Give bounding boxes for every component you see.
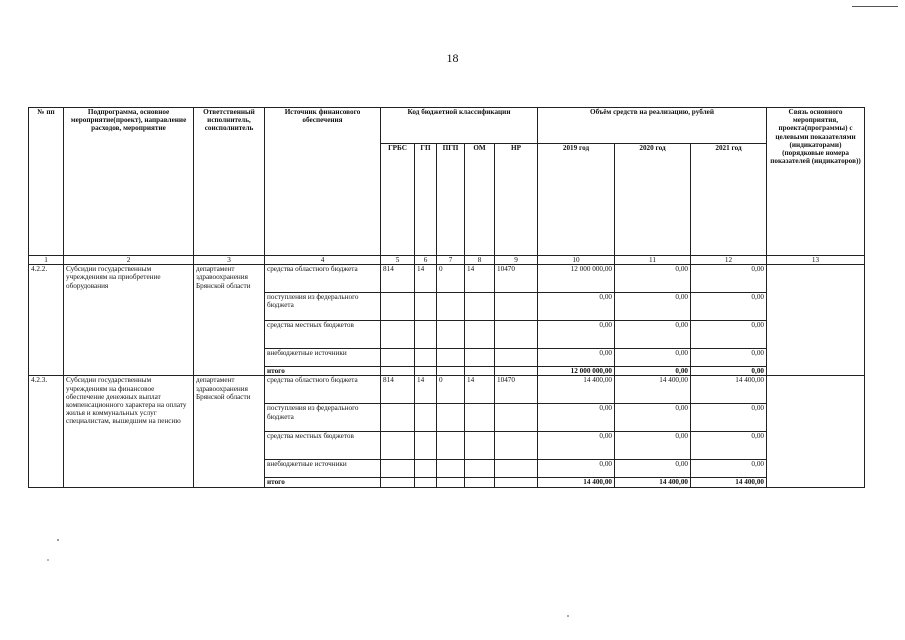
- amount-2020: 0,00: [615, 293, 691, 321]
- header-budget-classification: Код бюджетной классификации: [381, 108, 538, 144]
- code-gp: [415, 432, 437, 460]
- code-grbs: [381, 404, 415, 432]
- code-grbs: [381, 293, 415, 321]
- code-om: [465, 367, 495, 376]
- amount-2019: 12 000 000,00: [538, 265, 615, 293]
- code-gp: [415, 349, 437, 367]
- code-np: [495, 367, 538, 376]
- amount-2021: 0,00: [691, 321, 767, 349]
- header-source: Источник финансового обеспечения: [265, 108, 381, 256]
- code-grbs: [381, 432, 415, 460]
- code-np: [495, 293, 538, 321]
- code-om: 14: [465, 376, 495, 404]
- amount-2020: 14 400,00: [615, 376, 691, 404]
- item-number: 4.2.2.: [29, 265, 64, 376]
- code-pgp: [437, 460, 465, 478]
- code-grbs: 814: [381, 376, 415, 404]
- code-gp: [415, 293, 437, 321]
- column-number: 7: [437, 256, 465, 265]
- header-np: НР: [495, 144, 538, 256]
- code-om: [465, 293, 495, 321]
- header-2021: 2021 год: [691, 144, 767, 256]
- column-number: 3: [194, 256, 265, 265]
- code-np: [495, 321, 538, 349]
- funding-source: внебюджетные источники: [265, 460, 381, 478]
- code-om: [465, 321, 495, 349]
- funding-source: средства областного бюджета: [265, 376, 381, 404]
- code-gp: [415, 478, 437, 487]
- total-2021: 0,00: [691, 367, 767, 376]
- code-gp: [415, 460, 437, 478]
- total-label: итого: [265, 478, 381, 487]
- code-om: [465, 478, 495, 487]
- code-pgp: [437, 367, 465, 376]
- header-om: ОМ: [465, 144, 495, 256]
- code-gp: [415, 404, 437, 432]
- amount-2021: 0,00: [691, 265, 767, 293]
- budget-table: [28, 107, 865, 488]
- column-number: 12: [691, 256, 767, 265]
- funding-source: средства местных бюджетов: [265, 432, 381, 460]
- header-link-indicators: Связь основного мероприятия, проекта(программы) с целевыми показателями (индикаторами) (порядковые номера показателей (индикаторов)): [767, 108, 865, 256]
- code-gp: [415, 367, 437, 376]
- amount-2019: 0,00: [538, 432, 615, 460]
- amount-2020: 0,00: [615, 265, 691, 293]
- code-pgp: [437, 478, 465, 487]
- amount-2019: 0,00: [538, 460, 615, 478]
- header-gp: ГП: [415, 144, 437, 256]
- amount-2019: 0,00: [538, 321, 615, 349]
- code-pgp: [437, 321, 465, 349]
- funding-source: поступления из федерального бюджета: [265, 404, 381, 432]
- amount-2020: 0,00: [615, 404, 691, 432]
- code-pgp: [437, 404, 465, 432]
- item-executor: департамент здравоохранения Брянской области: [194, 265, 265, 376]
- column-number: 10: [538, 256, 615, 265]
- amount-2019: 0,00: [538, 293, 615, 321]
- item-executor: департамент здравоохранения Брянской области: [194, 376, 265, 487]
- indicator-link: [767, 376, 865, 487]
- amount-2019: 14 400,00: [538, 376, 615, 404]
- total-label: итого: [265, 367, 381, 376]
- header-2019: 2019 год: [538, 144, 615, 256]
- scan-artifact: [47, 559, 49, 561]
- code-grbs: [381, 321, 415, 349]
- code-om: [465, 432, 495, 460]
- amount-2020: 0,00: [615, 349, 691, 367]
- column-number: 6: [415, 256, 437, 265]
- amount-2019: 0,00: [538, 349, 615, 367]
- column-number: 13: [767, 256, 865, 265]
- code-om: 14: [465, 265, 495, 293]
- code-pgp: [437, 432, 465, 460]
- column-number: 11: [615, 256, 691, 265]
- code-gp: [415, 321, 437, 349]
- code-grbs: [381, 478, 415, 487]
- funding-source: средства местных бюджетов: [265, 321, 381, 349]
- header-no: № пп: [29, 108, 64, 256]
- code-grbs: [381, 349, 415, 367]
- funding-source: поступления из федерального бюджета: [265, 293, 381, 321]
- amount-2021: 0,00: [691, 432, 767, 460]
- amount-2020: 0,00: [615, 460, 691, 478]
- total-2019: 12 000 000,00: [538, 367, 615, 376]
- item-name: Субсидии государственным учреждениям на финансовое обеспечение денежных выплат компенсационного характера на оплату жилья и коммунальных услуг специалистам, вышедшим на пенсию: [64, 376, 194, 487]
- code-pgp: 0: [437, 265, 465, 293]
- amount-2020: 0,00: [615, 321, 691, 349]
- column-number: 2: [64, 256, 194, 265]
- code-pgp: [437, 349, 465, 367]
- code-np: [495, 432, 538, 460]
- code-np: 10470: [495, 376, 538, 404]
- amount-2021: 0,00: [691, 293, 767, 321]
- scan-corner-mark: [852, 6, 898, 7]
- amount-2021: 0,00: [691, 404, 767, 432]
- amount-2020: 0,00: [615, 432, 691, 460]
- amount-2021: 14 400,00: [691, 376, 767, 404]
- code-grbs: [381, 460, 415, 478]
- total-2019: 14 400,00: [538, 478, 615, 487]
- column-number: 8: [465, 256, 495, 265]
- header-program: Подпрограмма, основное мероприятие(проект), направление расходов, мероприятие: [64, 108, 194, 256]
- total-2020: 0,00: [615, 367, 691, 376]
- item-name: Субсидии государственным учреждениям на приобретение оборудования: [64, 265, 194, 376]
- code-pgp: 0: [437, 376, 465, 404]
- header-2020: 2020 год: [615, 144, 691, 256]
- code-pgp: [437, 293, 465, 321]
- header-funds: Объём средств на реализацию, рублей: [538, 108, 767, 144]
- header-grbs: ГРБС: [381, 144, 415, 256]
- funding-source: внебюджетные источники: [265, 349, 381, 367]
- scan-artifact: [57, 539, 59, 541]
- code-np: [495, 478, 538, 487]
- funding-source: средства областного бюджета: [265, 265, 381, 293]
- code-om: [465, 404, 495, 432]
- code-om: [465, 349, 495, 367]
- amount-2021: 0,00: [691, 349, 767, 367]
- column-number: 5: [381, 256, 415, 265]
- amount-2021: 0,00: [691, 460, 767, 478]
- code-grbs: 814: [381, 265, 415, 293]
- total-2020: 14 400,00: [615, 478, 691, 487]
- code-np: [495, 404, 538, 432]
- header-pgp: ПГП: [437, 144, 465, 256]
- scan-artifact: [567, 615, 569, 617]
- code-gp: 14: [415, 376, 437, 404]
- page-number: 18: [446, 51, 459, 65]
- code-om: [465, 460, 495, 478]
- total-2021: 14 400,00: [691, 478, 767, 487]
- code-np: [495, 460, 538, 478]
- code-gp: 14: [415, 265, 437, 293]
- column-number: 1: [29, 256, 64, 265]
- code-np: [495, 349, 538, 367]
- header-executor: Ответственный исполнитель, соисполнитель: [194, 108, 265, 256]
- item-number: 4.2.3.: [29, 376, 64, 487]
- code-np: 10470: [495, 265, 538, 293]
- code-grbs: [381, 367, 415, 376]
- column-number: 9: [495, 256, 538, 265]
- indicator-link: [767, 265, 865, 376]
- column-number: 4: [265, 256, 381, 265]
- amount-2019: 0,00: [538, 404, 615, 432]
